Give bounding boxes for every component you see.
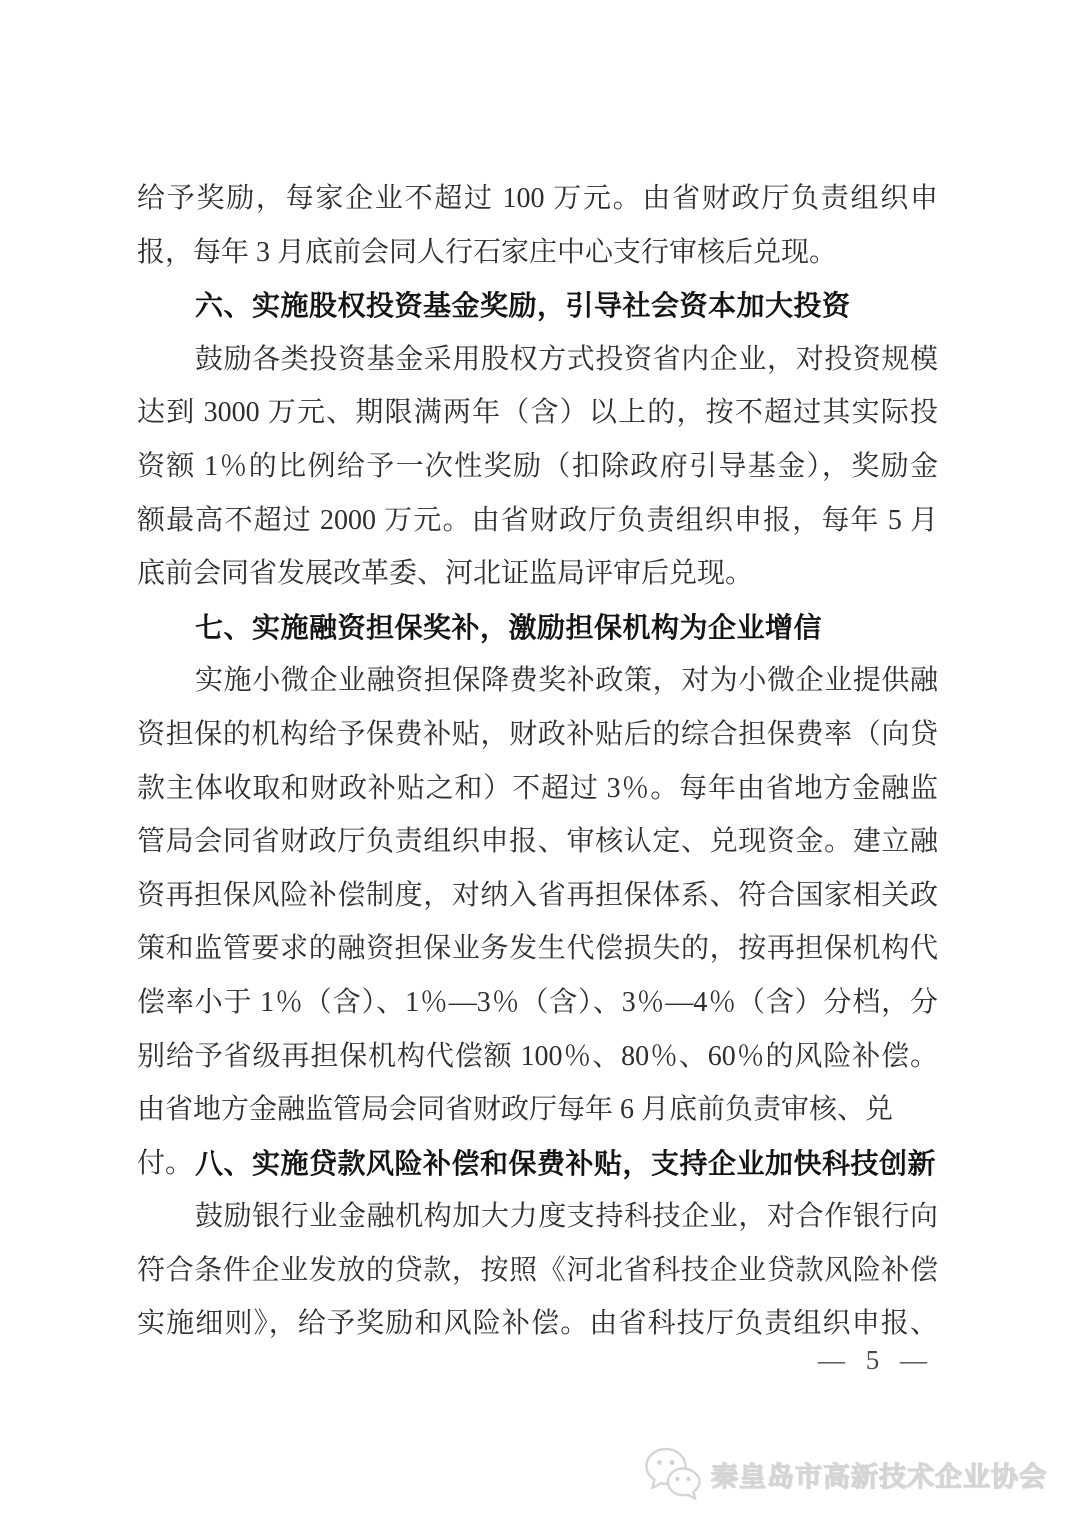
section-heading: 八、实施贷款风险补偿和保费补贴，支持企业加快科技创新	[195, 1147, 937, 1179]
body-line: 鼓励银行业金融机构加大力度支持科技企业，对合作银行向	[195, 1201, 938, 1233]
body-line: 实施小微企业融资担保降费奖补政策，对为小微企业提供融	[195, 665, 938, 697]
body-line: 符合条件企业发放的贷款，按照《河北省科技企业贷款风险补偿	[137, 1254, 938, 1286]
body-line: 策和监管要求的融资担保业务发生代偿损失的，按再担保机构代	[137, 933, 938, 965]
body-line: 鼓励各类投资基金采用股权方式投资省内企业，对投资规模	[195, 343, 938, 375]
footer-watermark	[643, 1446, 1047, 1502]
body-line: 资额 1％的比例给予一次性奖励（扣除政府引导基金），奖励金	[137, 450, 938, 482]
wechat-icon	[643, 1446, 701, 1502]
body-line: 报，每年 3 月底前会同人行石家庄中心支行审核后兑现。	[137, 236, 838, 268]
body-line: 达到 3000 万元、期限满两年（含）以上的，按不超过其实际投	[137, 397, 938, 429]
section-heading: 六、实施股权投资基金奖励，引导社会资本加大投资	[195, 290, 851, 322]
section-heading: 七、实施融资担保奖补，激励担保机构为企业增信	[195, 611, 823, 643]
body-line: 给予奖励，每家企业不超过 100 万元。由省财政厅负责组织申	[137, 183, 938, 214]
body-line: 偿率小于 1％（含）、1％—3％（含）、3％—4％（含）分档，分	[137, 986, 938, 1018]
body-line: 实施细则》，给予奖励和风险补偿。由省科技厅负责组织申报、	[137, 1308, 938, 1340]
body-line: 款主体收取和财政补贴之和）不超过 3％。每年由省地方金融监	[137, 772, 938, 804]
body-line: 资担保的机构给予保费补贴，财政补贴后的综合担保费率（向贷	[137, 718, 938, 750]
footer-association-name: 秦皇岛市高新技术企业协会	[711, 1461, 1047, 1492]
body-line: 别给予省级再担保机构代偿额 100％、80％、60％的风险补偿。	[137, 1040, 938, 1072]
body-line: 管局会同省财政厅负责组织申报、审核认定、兑现资金。建立融	[137, 826, 938, 858]
document-body	[137, 172, 938, 1351]
body-line: 额最高不超过 2000 万元。由省财政厅负责组织申报，每年 5 月	[137, 504, 938, 536]
body-line: 资再担保风险补偿制度，对纳入省再担保体系、符合国家相关政	[137, 879, 938, 911]
body-line: 由省地方金融监管局会同省财政厅每年 6 月底前负责审核、兑付。	[137, 1094, 894, 1179]
body-line: 底前会同省发展改革委、河北证监局评审后兑现。	[137, 558, 754, 590]
page-number: — 5 —	[818, 1345, 934, 1375]
